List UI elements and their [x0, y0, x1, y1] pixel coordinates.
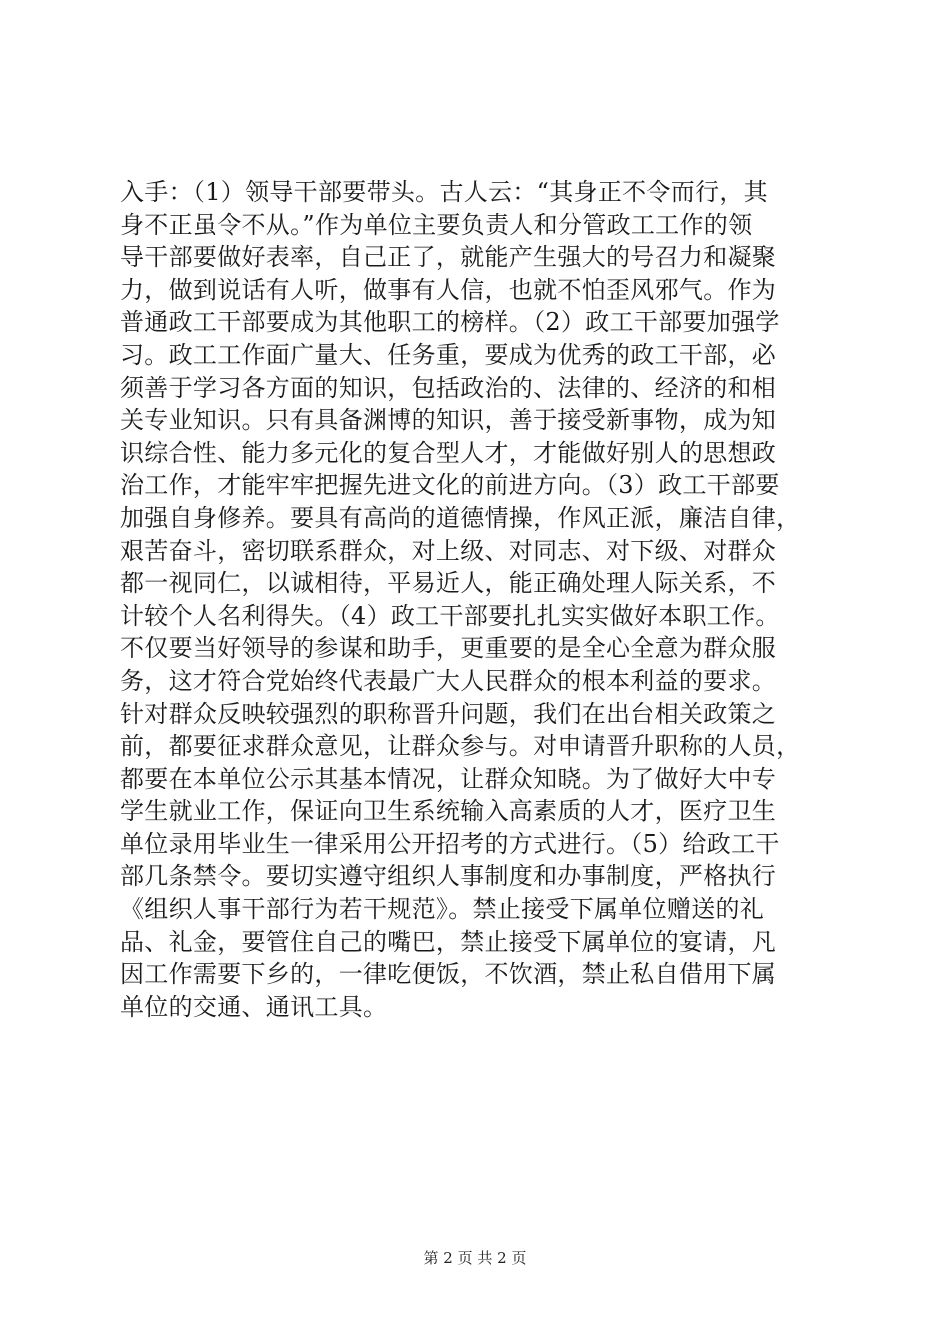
text-line: 普通政工干部要成为其他职工的榜样。（2）政工干部要加强学 [120, 308, 780, 337]
text-line: 学生就业工作，保证向卫生系统输入高素质的人才，医疗卫生 [120, 797, 777, 826]
text-line: 单位录用毕业生一律采用公开招考的方式进行。（5）给政工干 [120, 829, 780, 858]
text-line: 习。政工工作面广量大、任务重，要成为优秀的政工干部，必 [120, 340, 777, 369]
text-line: 品、礼金，要管住自己的嘴巴，禁止接受下属单位的宴请，凡 [120, 927, 777, 956]
text-line: 都要在本单位公示其基本情况，让群众知晓。为了做好大中专 [120, 764, 777, 793]
text-line: 关专业知识。只有具备渊博的知识，善于接受新事物，成为知 [120, 406, 777, 435]
text-line: 艰苦奋斗，密切联系群众，对上级、对同志、对下级、对群众 [120, 536, 777, 565]
text-line: 部几条禁令。要切实遵守组织人事制度和办事制度，严格执行 [120, 862, 777, 891]
text-line: 单位的交通、通讯工具。 [120, 992, 388, 1021]
text-line: 须善于学习各方面的知识，包括政治的、法律的、经济的和相 [120, 373, 777, 402]
text-line: 不仅要当好领导的参谋和助手，更重要的是全心全意为群众服 [120, 634, 777, 663]
text-line: 识综合性、能力多元化的复合型人才，才能做好别人的思想政 [120, 438, 777, 467]
text-line: 入手：（1）领导干部要带头。古人云：“其身正不令而行，其 [120, 178, 768, 206]
text-line: 因工作需要下乡的，一律吃便饭，不饮酒，禁止私自借用下属 [120, 960, 777, 989]
text-line: 力，做到说话有人听，做事有人信，也就不怕歪风邪气。作为 [120, 275, 777, 304]
text-line: 身不正虽令不从。”作为单位主要负责人和分管政工工作的领 [120, 210, 753, 239]
page-footer [0, 1248, 950, 1268]
text-line: 《组织人事干部行为若干规范》。禁止接受下属单位赠送的礼 [120, 895, 765, 924]
text-line: 都一视同仁，以诚相待，平易近人，能正确处理人际关系，不 [120, 569, 777, 598]
text-line: 加强自身修养。要具有高尚的道德情操，作风正派，廉洁自律， [120, 503, 801, 532]
text-line: 前，都要征求群众意见，让群众参与。对申请晋升职称的人员， [120, 732, 801, 761]
text-line: 治工作，才能牢牢把握先进文化的前进方向。（3）政工干部要 [120, 471, 780, 500]
body-text [120, 176, 840, 1023]
text-line: 计较个人名利得失。（4）政工干部要扎扎实实做好本职工作。 [120, 601, 780, 630]
text-line: 导干部要做好表率，自己正了，就能产生强大的号召力和凝聚 [120, 243, 777, 272]
page-number-label: 第 2 页 共 2 页 [423, 1249, 527, 1267]
text-line: 务，这才符合党始终代表最广大人民群众的根本利益的要求。 [120, 666, 777, 695]
text-line: 针对群众反映较强烈的职称晋升问题，我们在出台相关政策之 [120, 699, 777, 728]
